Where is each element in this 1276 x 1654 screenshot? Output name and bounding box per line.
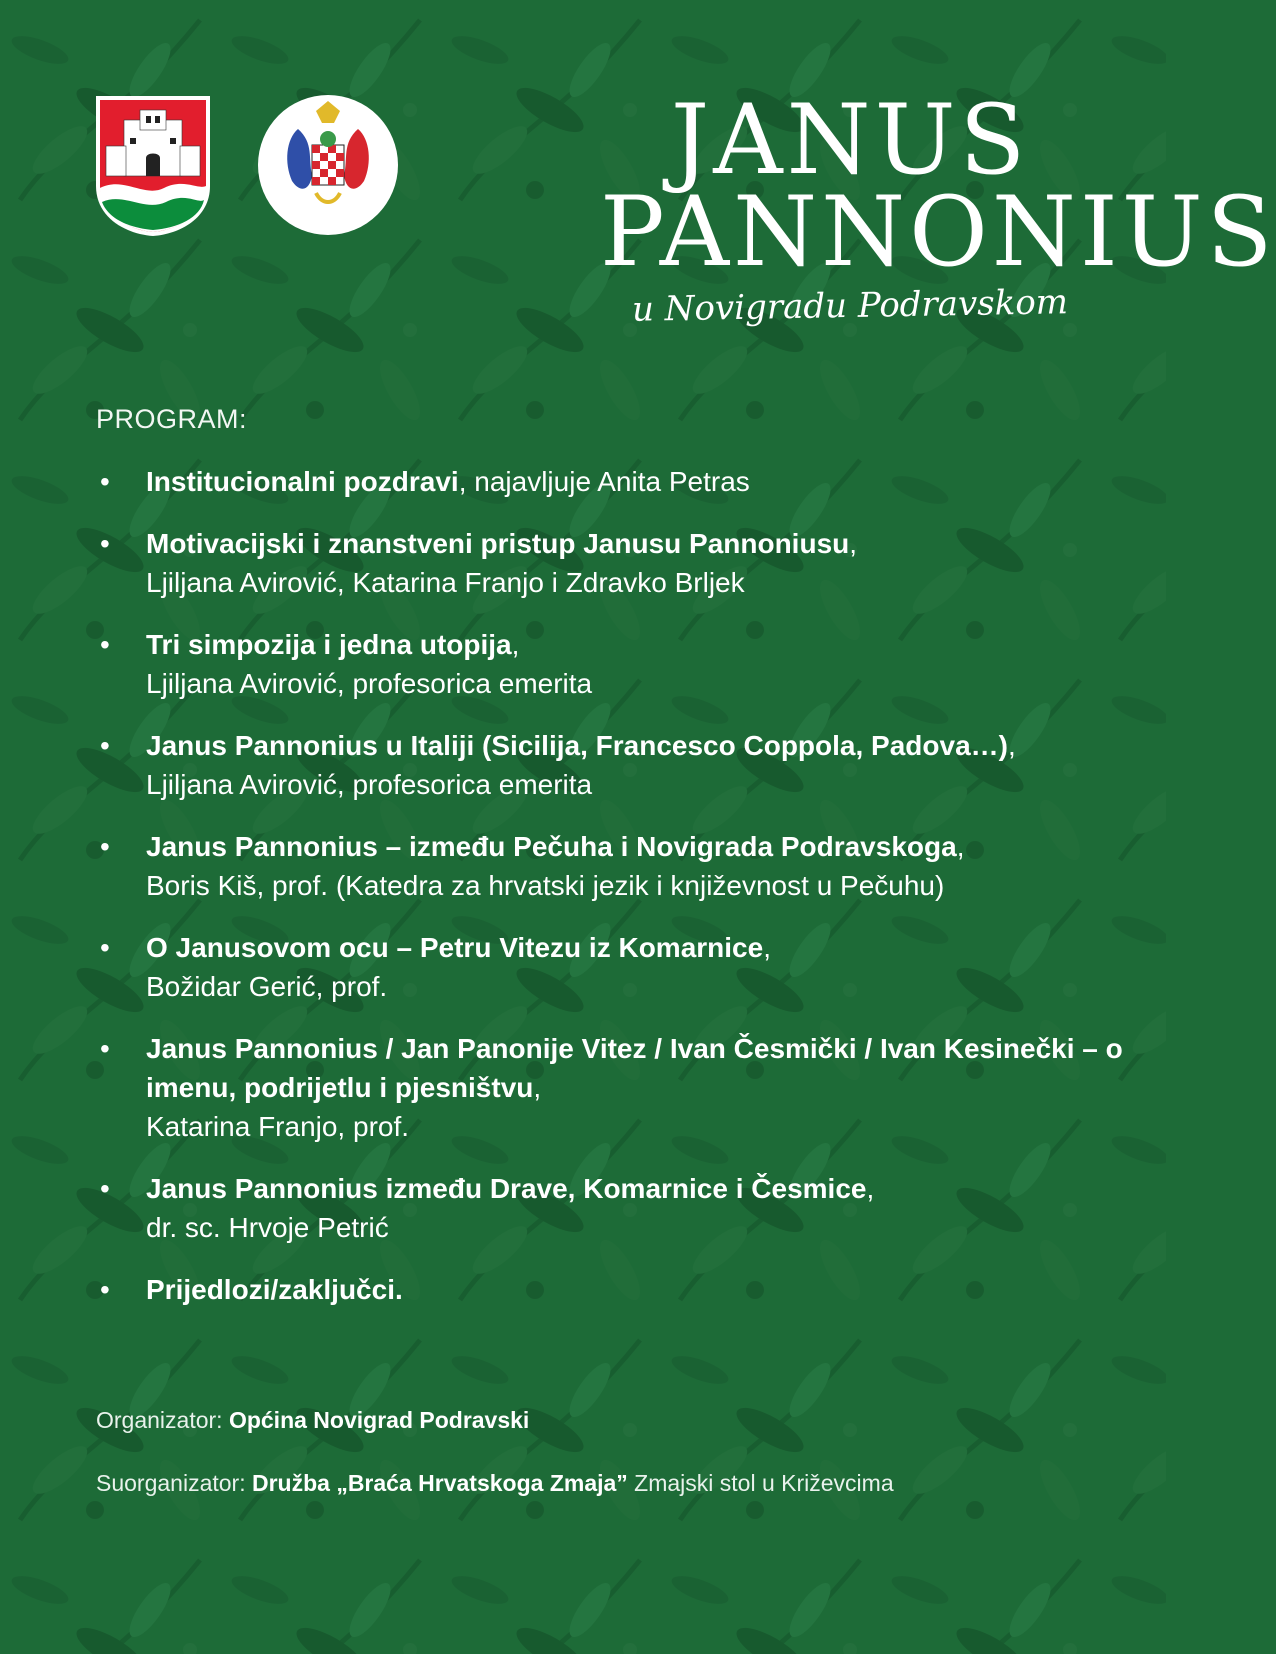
coorganizer-line [96, 1470, 1136, 1497]
program-item [96, 625, 1136, 703]
item-separator: , [849, 528, 858, 559]
item-speaker: dr. sc. Hrvoje Petrić [146, 1212, 389, 1243]
coat-of-arms-logo [94, 94, 212, 238]
item-title: Institucionalni pozdravi [146, 466, 459, 497]
item-title: Janus Pannonius / Jan Panonije Vitez / Ivan Česmički / Ivan Kesinečki – o imenu, podrijetlu i pjesništvu [146, 1033, 1123, 1103]
bullet-icon: • [100, 1173, 110, 1204]
item-speaker: Ljiljana Avirović, profesorica emerita [146, 769, 593, 800]
item-separator: , [956, 831, 965, 862]
coorganizer-label: Suorganizator: [96, 1470, 252, 1496]
program-item [96, 462, 1136, 501]
event-title [600, 84, 1276, 352]
event-subtitle: u Novigradu Podravskom [631, 282, 1069, 330]
bullet-icon: • [100, 1274, 110, 1305]
item-title: O Janusovom ocu – Petru Vitezu iz Komarnice [146, 932, 764, 963]
organizer-label: Organizator: [96, 1407, 229, 1433]
program-heading: PROGRAM: [96, 404, 248, 434]
bullet-icon: • [100, 730, 110, 761]
item-separator: , [866, 1173, 875, 1204]
item-title: Tri simpozija i jedna utopija [146, 629, 512, 660]
bullet-icon: • [100, 932, 110, 963]
bullet-icon: • [100, 466, 110, 497]
item-separator: , [511, 629, 520, 660]
coorganizer-name: Družba „Braća Hrvatskoga Zmaja” [251, 1470, 628, 1496]
item-speaker: Ljiljana Avirović, Katarina Franjo i Zdravko Brljek [146, 567, 745, 598]
item-speaker: Ljiljana Avirović, profesorica emerita [146, 668, 593, 699]
bullet-icon: • [100, 528, 110, 559]
item-speaker: Boris Kiš, prof. (Katedra za hrvatski jezik i književnost u Pečuhu) [146, 870, 945, 901]
title-line-janus: JANUS [670, 84, 1030, 196]
program-item [96, 524, 1136, 602]
item-speaker: najavljuje Anita Petras [474, 466, 750, 497]
item-title: Janus Pannonius u Italiji (Sicilija, Francesco Coppola, Padova…) [146, 730, 1008, 761]
program-item [96, 1270, 1136, 1309]
item-title: Janus Pannonius – između Pečuha i Novigrada Podravskoga [146, 831, 957, 862]
item-title: Janus Pannonius između Drave, Komarnice i Česmice [146, 1173, 867, 1204]
item-separator: , [533, 1072, 542, 1103]
coorganizer-rest: Zmajski stol u Križevcima [627, 1470, 894, 1496]
program-list [96, 462, 1136, 1332]
item-speaker: Katarina Franjo, prof. [146, 1111, 410, 1142]
item-separator: , [458, 466, 475, 497]
program-item [96, 1029, 1136, 1146]
item-title: Prijedlozi/zaključci. [146, 1274, 403, 1305]
program-item [96, 1169, 1136, 1247]
item-speaker: Božidar Gerić, prof. [146, 971, 388, 1002]
organizer-name: Općina Novigrad Podravski [228, 1407, 530, 1433]
organizer-line [96, 1407, 1136, 1434]
program-item [96, 827, 1136, 905]
bullet-icon: • [100, 1033, 110, 1064]
program-item [96, 928, 1136, 1006]
item-separator: , [1007, 730, 1016, 761]
bullet-icon: • [100, 629, 110, 660]
dragon-society-emblem [256, 93, 400, 237]
bullet-icon: • [100, 831, 110, 862]
item-separator: , [763, 932, 771, 963]
program-item [96, 726, 1136, 804]
item-title: Motivacijski i znanstveni pristup Janusu Pannoniusu [146, 528, 850, 559]
title-line-pannonius: PANNONIUS [600, 176, 1276, 288]
